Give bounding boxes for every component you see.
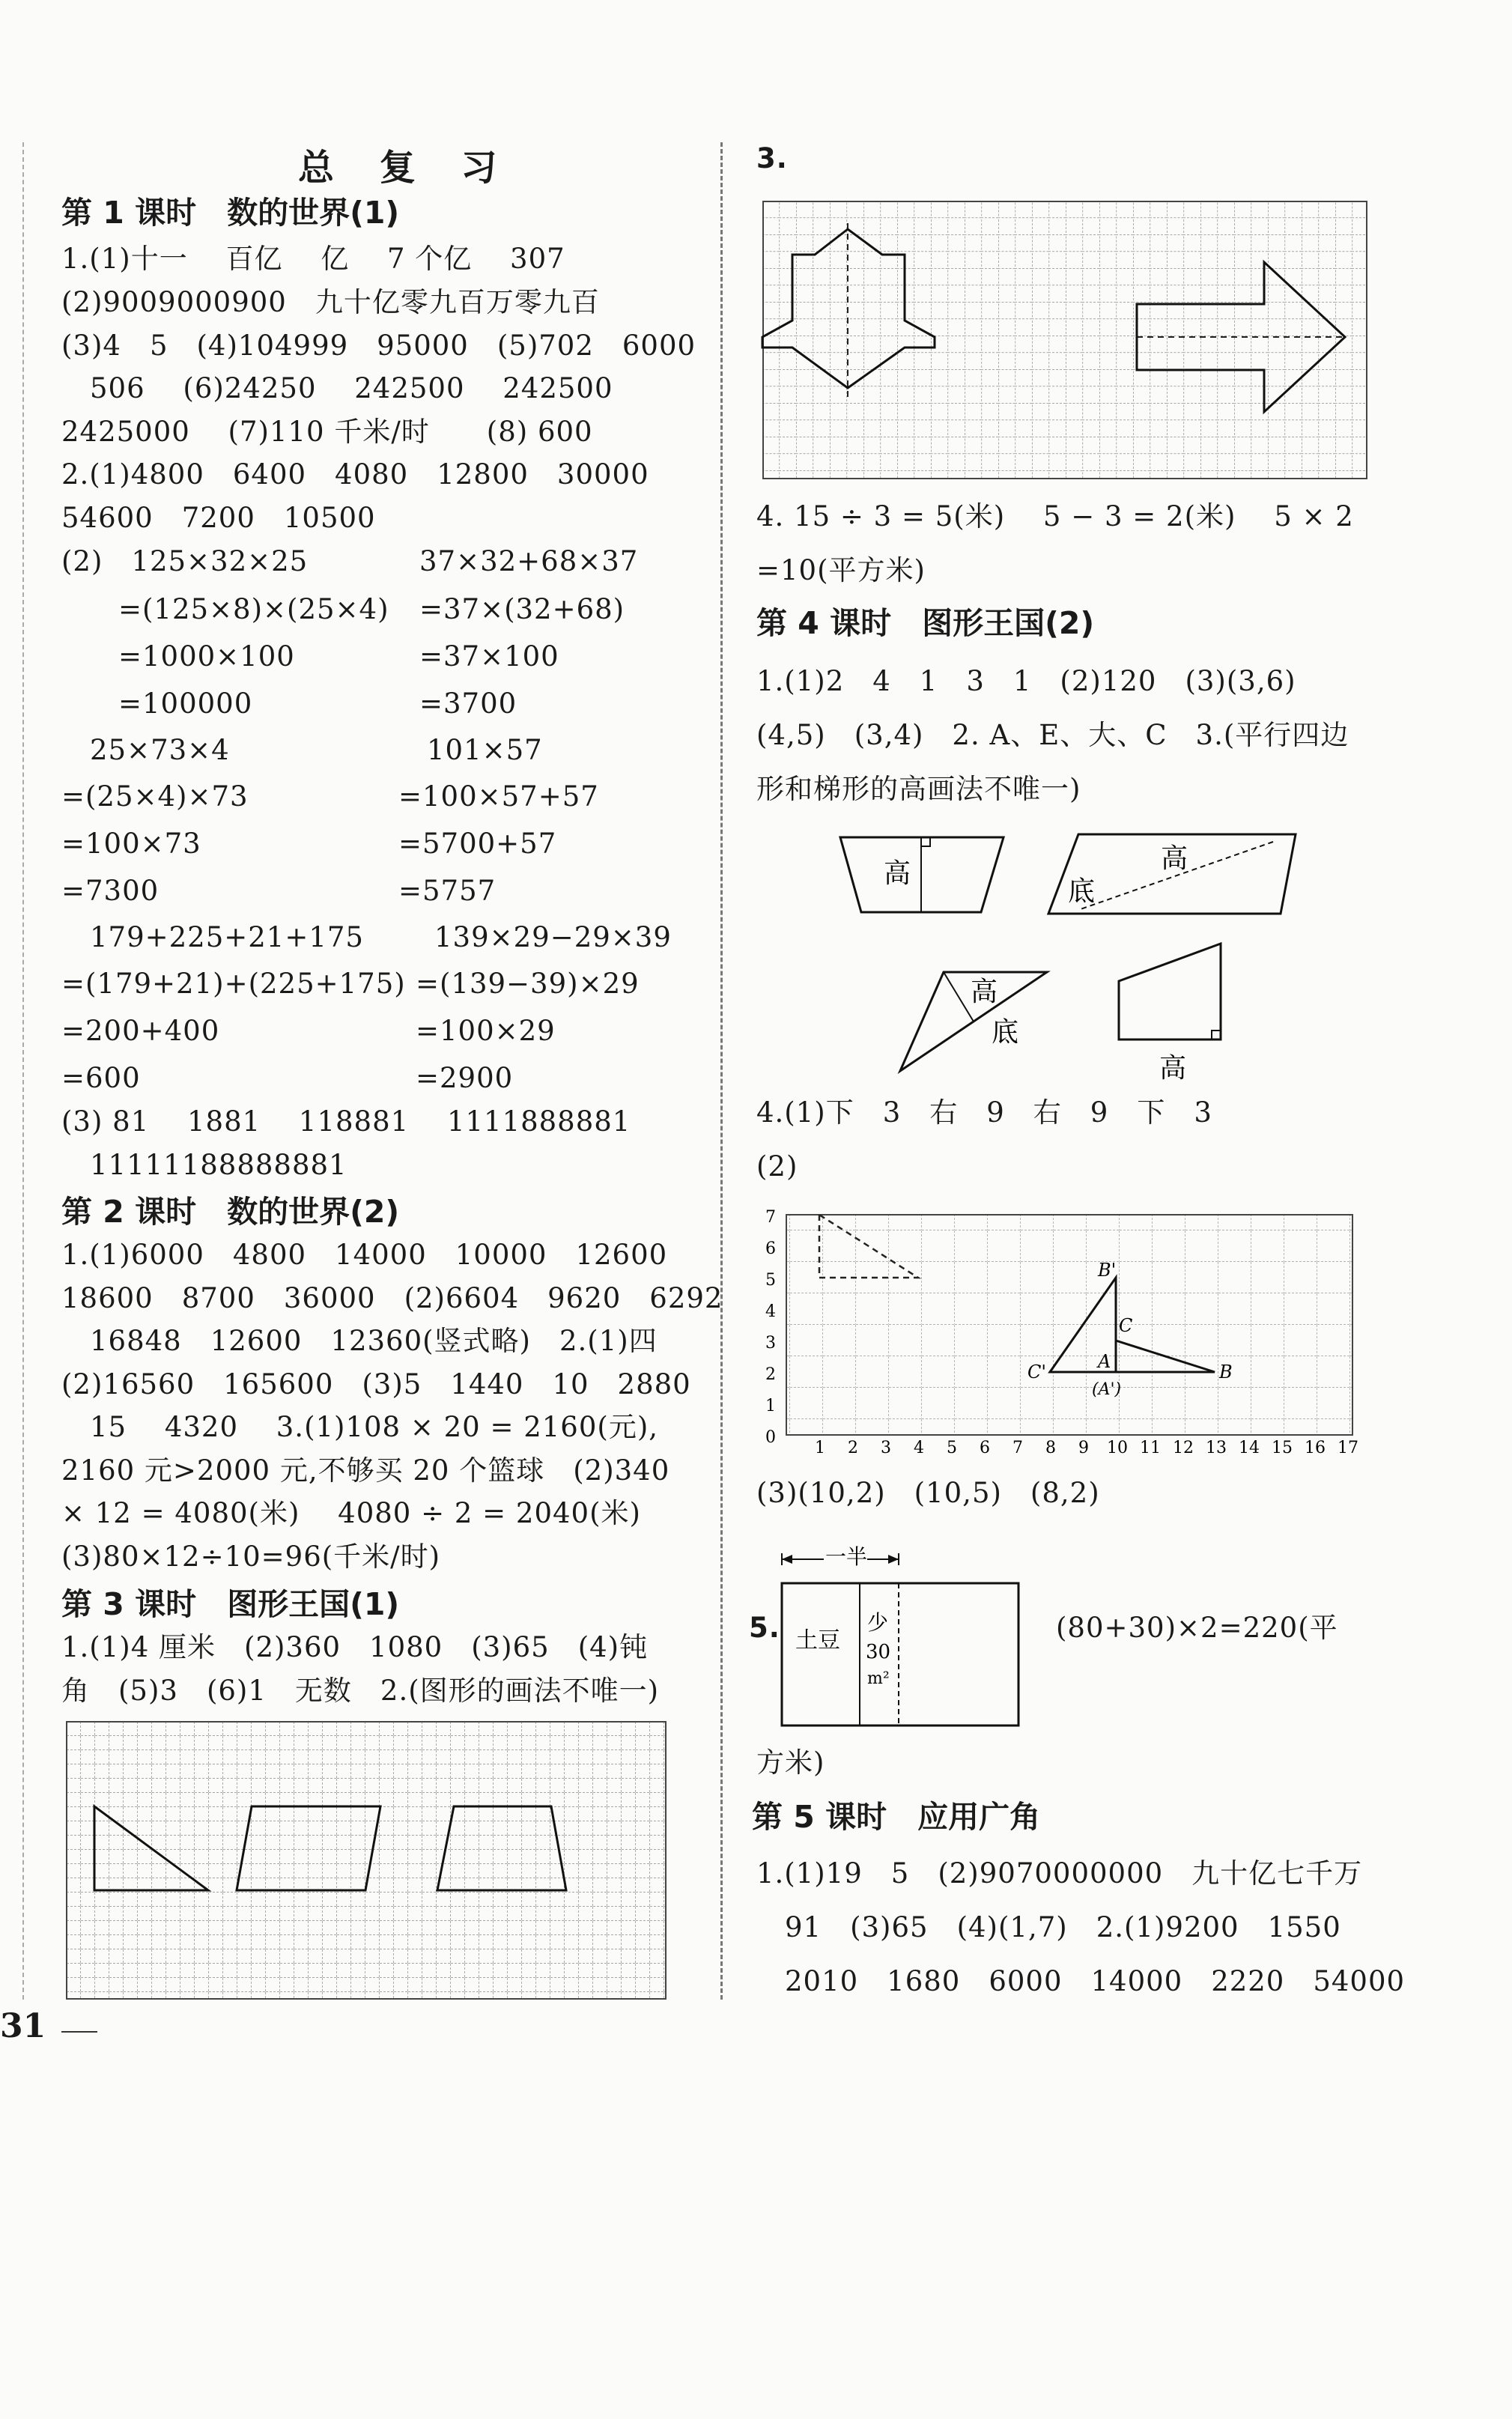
svg-text:B: B (1219, 1362, 1233, 1382)
l2-line: 16848 12600 12360(竖式略) 2.(1)四 (61, 1325, 658, 1357)
symmetry-grid-figure (762, 201, 1367, 479)
q3-label: 3. (756, 142, 788, 174)
svg-text:1: 1 (815, 1439, 825, 1457)
calc-left: =200+400 (61, 1015, 220, 1047)
calc-right: =5700+57 (398, 828, 557, 860)
lesson2-title: 第 2 课时 数的世界(2) (61, 1194, 400, 1230)
svg-text:5: 5 (947, 1439, 957, 1457)
svg-text:m²: m² (867, 1669, 890, 1688)
l3-line: 1.(1)4 厘米 (2)360 1080 (3)65 (4)钝 (61, 1631, 649, 1663)
svg-text:7: 7 (1012, 1439, 1023, 1457)
left-margin-line (22, 142, 24, 2000)
svg-text:5: 5 (765, 1271, 776, 1290)
svg-text:30: 30 (866, 1641, 891, 1663)
trap-height-label: 高 (884, 858, 911, 889)
lesson1-title: 第 1 课时 数的世界(1) (61, 195, 400, 231)
q5-label: 5. (749, 1612, 780, 1644)
calc-right: =(139−39)×29 (416, 968, 640, 1000)
svg-text:17: 17 (1338, 1439, 1358, 1457)
svg-text:12: 12 (1173, 1439, 1194, 1457)
svg-text:2: 2 (765, 1365, 776, 1384)
l1-line: 2.(1)4800 6400 4080 12800 30000 (61, 458, 649, 491)
svg-text:14: 14 (1239, 1439, 1260, 1457)
rtrap-height-label: 高 (1159, 1053, 1187, 1084)
q5-calc: (80+30)×2=220(平 (1056, 1612, 1338, 1644)
svg-text:1: 1 (765, 1397, 776, 1415)
l2-line: (3)80×12÷10=96(千米/时) (61, 1541, 441, 1573)
calc-right: =3700 (419, 688, 517, 720)
svg-text:少: 少 (867, 1610, 889, 1635)
calc-right: =2900 (416, 1062, 514, 1094)
l2-line: 2160 元>2000 元,不够买 20 个篮球 (2)340 (61, 1454, 670, 1487)
page-number: 31 (0, 2007, 46, 2045)
calc-left: =100000 (61, 688, 253, 720)
calc-left: =(25×4)×73 (61, 780, 249, 813)
column-divider (720, 142, 723, 2000)
svg-text:0: 0 (765, 1428, 776, 1447)
svg-text:B': B' (1098, 1260, 1117, 1281)
calc-left: 179+225+21+175 (61, 921, 364, 953)
l1-line: (3)4 5 (4)104999 95000 (5)702 6000 (61, 330, 696, 362)
calc-left: =7300 (61, 875, 160, 907)
shapes-grid-figure (66, 1721, 667, 2000)
q4-line: =10(平方米) (756, 554, 926, 586)
svg-text:16: 16 (1305, 1439, 1326, 1457)
calc-right: 37×32+68×37 (419, 545, 639, 577)
calc-left: (2) 125×32×25 (61, 545, 309, 577)
para-height-label: 高 (1161, 843, 1188, 874)
svg-text:7: 7 (765, 1208, 776, 1227)
l2-line: 18600 8700 36000 (2)6604 9620 6292 (61, 1282, 723, 1314)
l1b-line: (3) 81 1881 118881 1111888881 (61, 1105, 631, 1138)
tri-base-label: 底 (992, 1017, 1019, 1048)
svg-text:10: 10 (1107, 1439, 1128, 1457)
svg-text:13: 13 (1206, 1439, 1227, 1457)
calc-right: =5757 (398, 875, 497, 907)
svg-text:2: 2 (848, 1439, 858, 1457)
page-number-rule (61, 2031, 97, 2033)
l5-line: 2010 1680 6000 14000 2220 54000 (756, 1965, 1406, 1997)
q4b-sub: (2) (756, 1150, 798, 1183)
l1-line: (2)9009000900 九十亿零九百万零九百 (61, 286, 600, 318)
svg-text:9: 9 (1078, 1439, 1089, 1457)
svg-text:3: 3 (881, 1439, 891, 1457)
para-base-label: 底 (1068, 876, 1096, 907)
q4-line: 4. 15 ÷ 3 = 5(米) 5 − 3 = 2(米) 5 × 2 (756, 500, 1354, 532)
svg-text:一半: 一半 (825, 1544, 868, 1569)
svg-text:(A'): (A') (1092, 1380, 1122, 1399)
tri-height-label: 高 (971, 977, 998, 1007)
q4b-line: 4.(1)下 3 右 9 右 9 下 3 (756, 1096, 1212, 1129)
calc-right: 101×57 (427, 734, 543, 766)
l1-line: 54600 7200 10500 (61, 502, 376, 534)
svg-text:4: 4 (914, 1439, 924, 1457)
q4b3-line: (3)(10,2) (10,5) (8,2) (756, 1477, 1100, 1509)
svg-text:11: 11 (1140, 1439, 1161, 1457)
l1-line: 506 (6)24250 242500 242500 (61, 372, 613, 404)
height-figures (831, 824, 1311, 1093)
calc-left: =1000×100 (61, 640, 295, 673)
l4-line: 1.(1)2 4 1 3 1 (2)120 (3)(3,6) (756, 665, 1296, 697)
l1-line: 2425000 (7)110 千米/时 (8) 600 (61, 416, 593, 448)
potato-field-figure (779, 1531, 1026, 1733)
l2-line: 1.(1)6000 4800 14000 10000 12600 (61, 1239, 668, 1271)
calc-right: =100×57+57 (398, 780, 599, 813)
calc-left: =(125×8)×(25×4) (61, 593, 389, 625)
svg-text:4: 4 (765, 1302, 776, 1321)
coordinate-grid (756, 1198, 1358, 1457)
svg-text:A: A (1098, 1351, 1111, 1372)
calc-left: =600 (61, 1062, 141, 1094)
calc-right: =100×29 (416, 1015, 556, 1047)
svg-text:6: 6 (765, 1239, 776, 1258)
svg-text:C': C' (1027, 1362, 1046, 1382)
l2-line: (2)16560 165600 (3)5 1440 10 2880 (61, 1368, 691, 1400)
calc-left: =100×73 (61, 828, 201, 860)
calc-right: 139×29−29×39 (434, 921, 672, 953)
l5-line: 1.(1)19 5 (2)9070000000 九十亿七千万 (756, 1857, 1363, 1890)
svg-text:3: 3 (765, 1334, 776, 1353)
l1b-line: 11111188888881 (61, 1149, 347, 1181)
calc-left: 25×73×4 (61, 734, 230, 766)
calc-right: =37×100 (419, 640, 559, 673)
svg-text:6: 6 (980, 1439, 990, 1457)
l4-line: 形和梯形的高画法不唯一) (756, 773, 1081, 805)
q5-tail: 方米) (756, 1746, 825, 1779)
page-title: 总 复 习 (298, 147, 514, 189)
l2-line: × 12 = 4080(米) 4080 ÷ 2 = 2040(米) (61, 1497, 641, 1529)
svg-text:土豆: 土豆 (795, 1627, 840, 1654)
svg-text:C: C (1119, 1315, 1133, 1336)
l3-line: 角 (5)3 (6)1 无数 2.(图形的画法不唯一) (61, 1675, 660, 1707)
l4-line: (4,5) (3,4) 2. A、E、大、C 3.(平行四边 (756, 719, 1349, 751)
l5-line: 91 (3)65 (4)(1,7) 2.(1)9200 1550 (756, 1911, 1341, 1943)
lesson5-title: 第 5 课时 应用广角 (752, 1799, 1041, 1835)
svg-text:15: 15 (1272, 1439, 1293, 1457)
l2-line: 15 4320 3.(1)108 × 20 = 2160(元), (61, 1411, 659, 1443)
lesson4-title: 第 4 课时 图形王国(2) (756, 605, 1095, 641)
l1-line: 1.(1)十一 百亿 亿 7 个亿 307 (61, 243, 565, 275)
lesson3-title: 第 3 课时 图形王国(1) (61, 1586, 400, 1622)
calc-right: =37×(32+68) (419, 593, 625, 625)
calc-left: =(179+21)+(225+175) (61, 968, 406, 1000)
svg-text:8: 8 (1045, 1439, 1056, 1457)
